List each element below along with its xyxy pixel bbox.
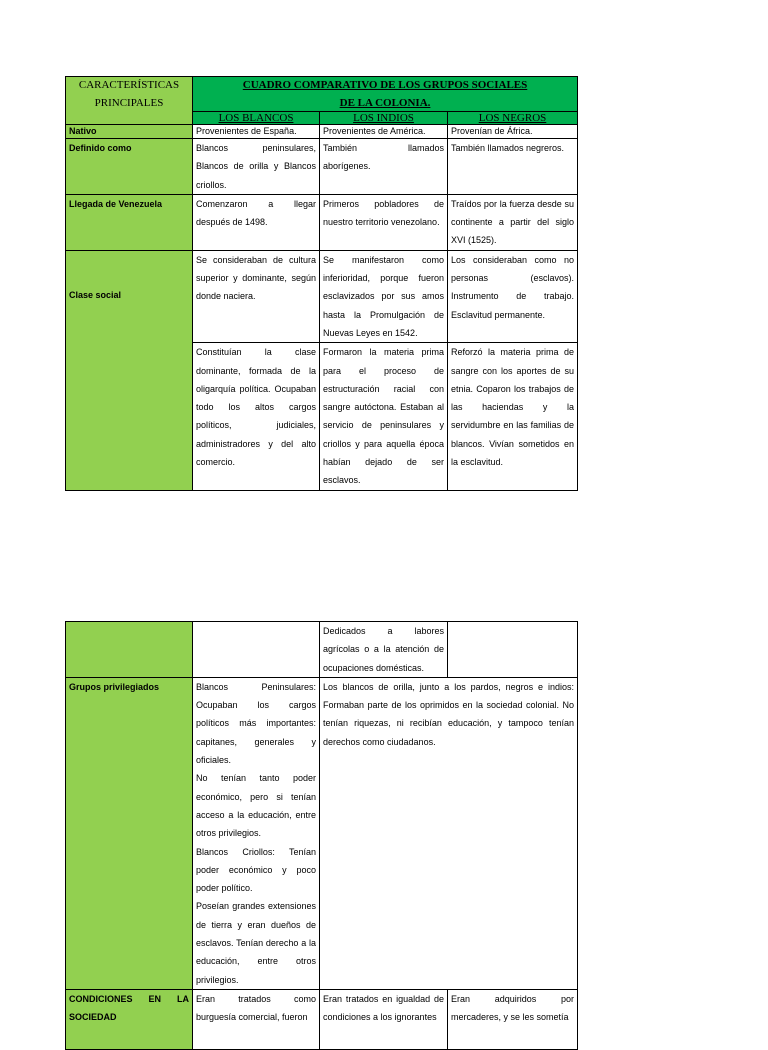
corner-header <box>66 77 193 125</box>
cell-definido-blancos: Blancos peninsulares, Blancos de orilla y Blancos criollos. <box>193 139 320 195</box>
comparison-table <box>65 76 578 491</box>
column-header-negros: LOS NEGROS <box>448 112 578 125</box>
cell-nativo-blancos: Provenientes de España. <box>193 125 320 139</box>
cell-grupos-blancos <box>193 677 320 989</box>
row-label-definido: Definido como <box>66 139 193 195</box>
grupos-blancos-para-1: Blancos Peninsulares: Ocupaban los cargos políticos más importantes: capitanes, generales y oficiales. <box>196 681 316 766</box>
comparison-table-continued <box>65 621 578 1050</box>
column-header-blancos: LOS BLANCOS <box>193 112 320 125</box>
cell-clase-indios-1: Se manifestaron como inferioridad, porque fueron esclavizados por sus amos hasta la Promulgación de Nuevas Leyes en 1542. <box>320 250 448 342</box>
cell-llegada-indios: Primeros pobladores de nuestro territorio venezolano. <box>320 194 448 250</box>
cell-nativo-negros: Provenían de África. <box>448 125 578 139</box>
column-header-indios: LOS INDIOS <box>320 112 448 125</box>
table-title <box>193 77 578 112</box>
row-label-grupos: Grupos privilegiados <box>66 677 193 989</box>
cell-definido-negros: También llamados negreros. <box>448 139 578 195</box>
cell-condiciones-negros: Eran adquiridos por mercaderes, y se les sometía <box>448 989 578 1049</box>
cell-clase-negros-2: Reforzó la materia prima de sangre con los aportes de su etnia. Coparon los trabajos de las haciendas y la servidumbre en las familias de blancos. Vivían sometidos en la esclavitud. <box>448 343 578 490</box>
corner-line-1: CARACTERÍSTICAS <box>78 79 180 91</box>
title-line-1: CUADRO COMPARATIVO DE LOS GRUPOS SOCIALES <box>242 79 528 91</box>
cell-condiciones-blancos: Eran tratados como burguesía comercial, fueron <box>193 989 320 1049</box>
cell-llegada-negros: Traídos por la fuerza desde su continente a partir del siglo XVI (1525). <box>448 194 578 250</box>
cell-clase-blancos-2: Constituían la clase dominante, formada de la oligarquía política. Ocupaban todo los altos cargos políticos, judiciales, administradores y del alto comercio. <box>193 343 320 490</box>
cell-nativo-indios: Provenientes de América. <box>320 125 448 139</box>
cell-llegada-blancos: Comenzaron a llegar después de 1498. <box>193 194 320 250</box>
row-label-condiciones: CONDICIONES EN LA SOCIEDAD <box>66 989 193 1049</box>
grupos-blancos-para-2: No tenían tanto poder económico, pero si tenían acceso a la educación, entre otros privilegios. <box>196 773 316 839</box>
corner-line-2: PRINCIPALES <box>94 97 164 109</box>
row-label-llegada: Llegada de Venezuela <box>66 194 193 250</box>
cell-grupos-otros: Los blancos de orilla, junto a los pardos, negros e indios: Formaban parte de los oprimidos en la sociedad colonial. No tenían riquezas, ni recibían educación, y tampoco tenían derechos como ciudadanos. <box>320 677 578 989</box>
grupos-blancos-para-4: Poseían grandes extensiones de tierra y eran dueños de esclavos. Tenían derecho a la educación, entre otros privilegios. <box>196 901 316 985</box>
cell-clase-negros-1: Los consideraban como no personas (esclavos). Instrumento de trabajo. Esclavitud permanente. <box>448 250 578 342</box>
continuation-indios: Dedicados a labores agrícolas o a la atención de ocupaciones domésticas. <box>320 622 448 678</box>
continuation-label <box>66 622 193 678</box>
continuation-blancos <box>193 622 320 678</box>
cell-clase-indios-2: Formaron la materia prima para el proceso de estructuración racial con sangre autóctona. Estaban al servicio de peninsulares y criollos y para aquella época habían dejado de ser esclavos. <box>320 343 448 490</box>
continuation-negros <box>448 622 578 678</box>
row-label-nativo: Nativo <box>66 125 193 139</box>
title-line-2: DE LA COLONIA. <box>339 97 431 109</box>
cell-definido-indios: También llamados aborígenes. <box>320 139 448 195</box>
cell-condiciones-indios: Eran tratados en igualdad de condiciones a los ignorantes <box>320 989 448 1049</box>
cell-clase-blancos-1: Se consideraban de cultura superior y dominante, según donde naciera. <box>193 250 320 342</box>
grupos-blancos-para-3: Blancos Criollos: Tenían poder económico y poco poder político. <box>196 846 316 894</box>
row-label-clase: Clase social <box>66 250 193 490</box>
